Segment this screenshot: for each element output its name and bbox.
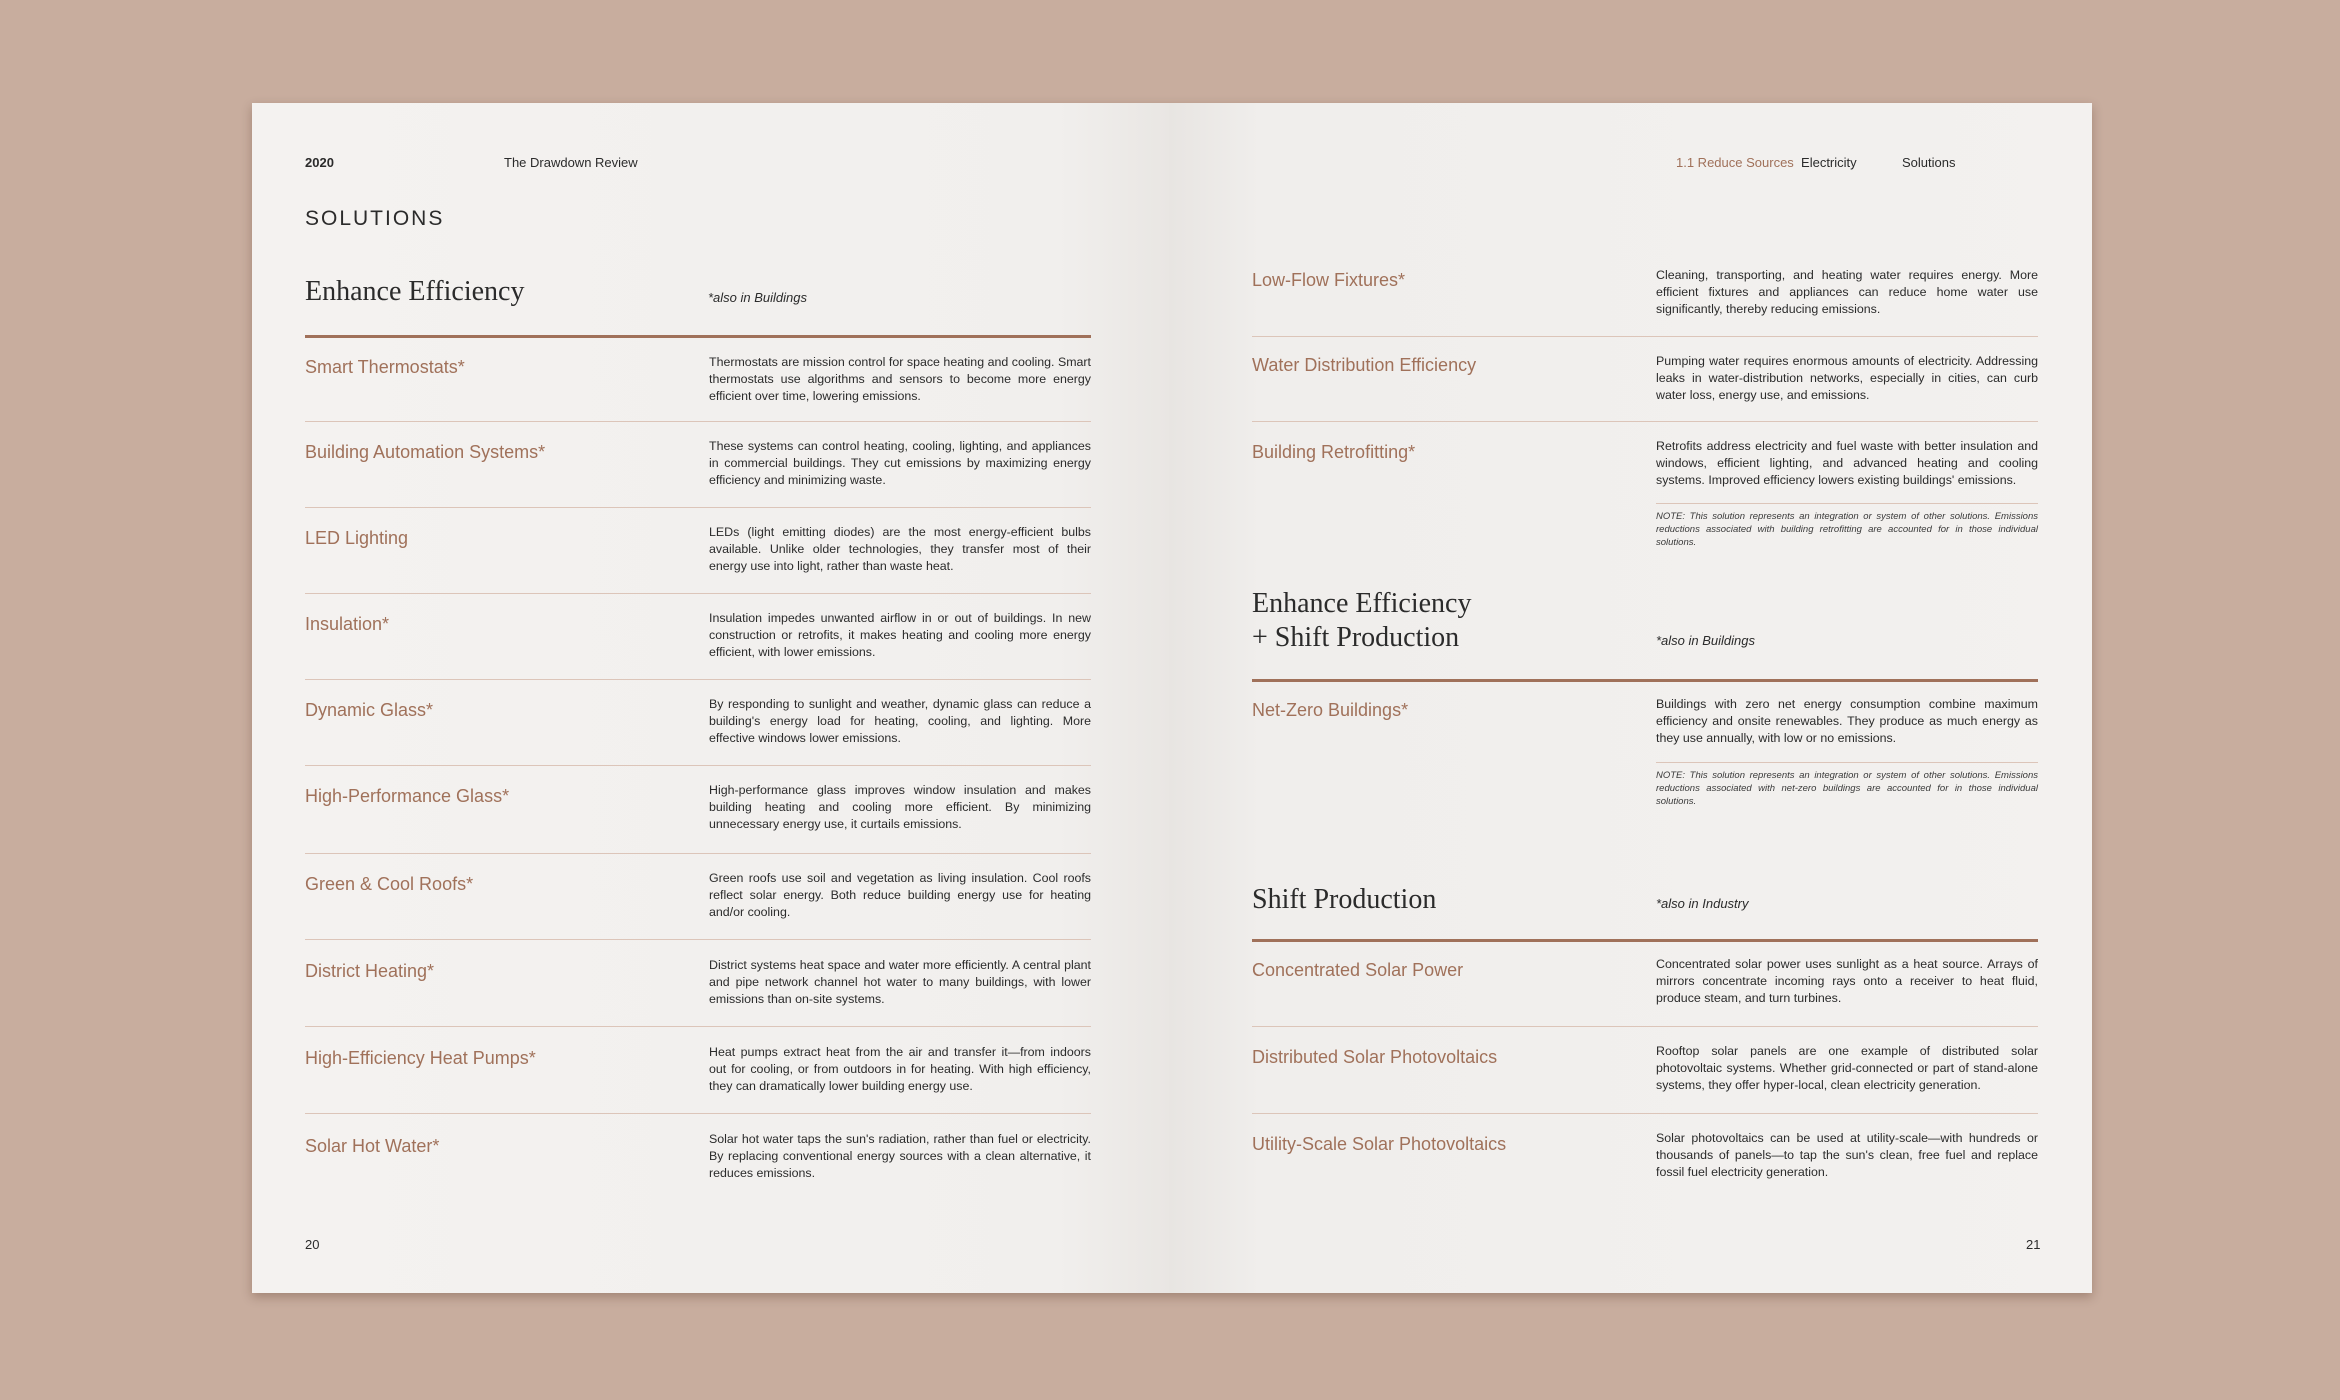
item-name: Solar Hot Water* (305, 1136, 440, 1156)
also-note: *also in Buildings (1656, 633, 1756, 648)
page-number: 21 (2026, 1237, 2041, 1252)
item-name: Concentrated Solar Power (1252, 960, 1464, 980)
item-desc: District systems heat space and water more efficiently. A central plant and pipe network channel hot water to many buildings, with lower emissions than on-site systems. (709, 958, 1091, 1006)
book-spread (252, 103, 2092, 1293)
item-divider (1252, 336, 2038, 337)
item-divider (305, 1026, 1091, 1027)
item-desc: Retrofits address electricity and fuel waste with better insulation and windows, efficient lighting, and advanced heating and cooling systems. Improved efficiency lowers existing buildings' emissions. (1656, 439, 2038, 487)
item-desc: Cleaning, transporting, and heating water requires energy. More efficient fixtures and appliances can reduce home water use significantly, thereby reducing emissions. (1656, 268, 2038, 316)
item-name: Green & Cool Roofs* (305, 874, 474, 894)
item-name: Low-Flow Fixtures* (1252, 270, 1406, 290)
item-name: High-Efficiency Heat Pumps* (305, 1048, 536, 1068)
item-name: Building Retrofitting* (1252, 442, 1416, 462)
item-divider (305, 939, 1091, 940)
item-name: LED Lighting (305, 528, 409, 548)
section-rule (1252, 939, 2038, 942)
item-name: Utility-Scale Solar Photovoltaics (1252, 1134, 1507, 1154)
item-desc: Buildings with zero net energy consumption combine maximum efficiency and onsite renewables. They produce as much energy as they use annually, with low or no emissions. (1656, 697, 2038, 745)
item-desc: Thermostats are mission control for space heating and cooling. Smart thermostats use algorithms and sensors to become more energy efficient over time, lowering emissions. (709, 355, 1091, 403)
section-rule (305, 335, 1091, 338)
item-divider (305, 853, 1091, 854)
item-note: NOTE: This solution represents an integration or system of other solutions. Emissions reductions associated with net-zero buildings are accounted for in those individual solutions. (1656, 770, 2038, 807)
item-divider (1252, 421, 2038, 422)
item-divider (305, 507, 1091, 508)
item-name: Dynamic Glass* (305, 700, 434, 720)
item-divider (305, 593, 1091, 594)
item-desc: Concentrated solar power uses sunlight as a heat source. Arrays of mirrors concentrate incoming rays onto a receiver to heat fluid, produce steam, and turn turbines. (1656, 957, 2038, 1005)
item-desc: Solar hot water taps the sun's radiation, rather than fuel or electricity. By replacing conventional energy sources with a clean alternative, it reduces emissions. (709, 1132, 1091, 1180)
item-divider (1252, 1113, 2038, 1114)
item-name: Building Automation Systems* (305, 442, 546, 462)
section-title: Enhance Efficiency + Shift Production (1252, 588, 1472, 653)
item-desc: Solar photovoltaics can be used at utility-scale—with hundreds or thousands of panels—to tap the sun's clean, free fuel and replace fossil fuel electricity generation. (1656, 1131, 2038, 1179)
note-divider (1656, 762, 2038, 763)
item-desc: Insulation impedes unwanted airflow in or out of buildings. In new construction or retrofits, it makes heating and cooling more energy efficient, with lower emissions. (709, 611, 1091, 659)
right-page (1169, 103, 2092, 1293)
item-desc: Green roofs use soil and vegetation as living insulation. Cool roofs reflect solar energy. Both reduce building energy use for heating and/or cooling. (709, 871, 1091, 919)
item-divider (305, 421, 1091, 422)
section-title: Shift Production (1252, 884, 1437, 915)
note-divider (1656, 503, 2038, 504)
item-desc: These systems can control heating, cooling, lighting, and appliances in commercial buildings. They cut emissions by maximizing energy efficiency and minimizing waste. (709, 439, 1091, 487)
item-desc: Heat pumps extract heat from the air and transfer it—from indoors out for cooling, or from outdoors in for heating. With high efficiency, they can dramatically lower building energy use. (709, 1045, 1091, 1093)
item-name: District Heating* (305, 961, 435, 981)
section-title: Enhance Efficiency (305, 276, 525, 307)
page-number: 20 (305, 1237, 320, 1252)
item-divider (305, 679, 1091, 680)
item-name: High-Performance Glass* (305, 786, 510, 806)
item-divider (1252, 1026, 2038, 1027)
breadcrumb-parent: 1.1 Reduce Sources (1676, 155, 1794, 170)
also-note: *also in Industry (1656, 896, 1749, 911)
item-name: Smart Thermostats* (305, 357, 465, 377)
item-desc: Pumping water requires enormous amounts of electricity. Addressing leaks in water-distribution networks, especially in cities, can curb water loss, energy use, and emissions. (1656, 354, 2038, 402)
left-page (252, 103, 1169, 1293)
item-name: Net-Zero Buildings* (1252, 700, 1409, 720)
section-rule (1252, 679, 2038, 682)
breadcrumb (1676, 155, 1857, 170)
item-divider (305, 765, 1091, 766)
page-kicker: SOLUTIONS (305, 207, 445, 230)
item-desc: By responding to sunlight and weather, dynamic glass can reduce a building's energy load for heating, cooling, and lighting. More effective windows lower emissions. (709, 697, 1091, 745)
item-name: Insulation* (305, 614, 390, 634)
breadcrumb-current: Electricity (1801, 155, 1857, 170)
item-desc: LEDs (light emitting diodes) are the most energy-efficient bulbs available. Unlike older technologies, they transfer most of their energy use into light, rather than waste heat. (709, 525, 1091, 573)
header-year: 2020 (305, 155, 334, 170)
item-desc: Rooftop solar panels are one example of distributed solar photovoltaic systems. Whether grid-connected or part of stand-alone systems, they offer hyper-local, clean electricity generation. (1656, 1044, 2038, 1092)
also-note: *also in Buildings (708, 290, 808, 305)
item-name: Water Distribution Efficiency (1252, 355, 1477, 375)
item-note: NOTE: This solution represents an integration or system of other solutions. Emissions reductions associated with building retrofitting are accounted for in those individual solutions. (1656, 511, 2038, 548)
header-section: Solutions (1902, 155, 1956, 170)
item-name: Distributed Solar Photovoltaics (1252, 1047, 1498, 1067)
header-publication: The Drawdown Review (504, 155, 638, 170)
item-desc: High-performance glass improves window insulation and makes building heating and cooling more efficient. By minimizing unnecessary energy use, it curtails emissions. (709, 783, 1091, 831)
item-divider (305, 1113, 1091, 1114)
